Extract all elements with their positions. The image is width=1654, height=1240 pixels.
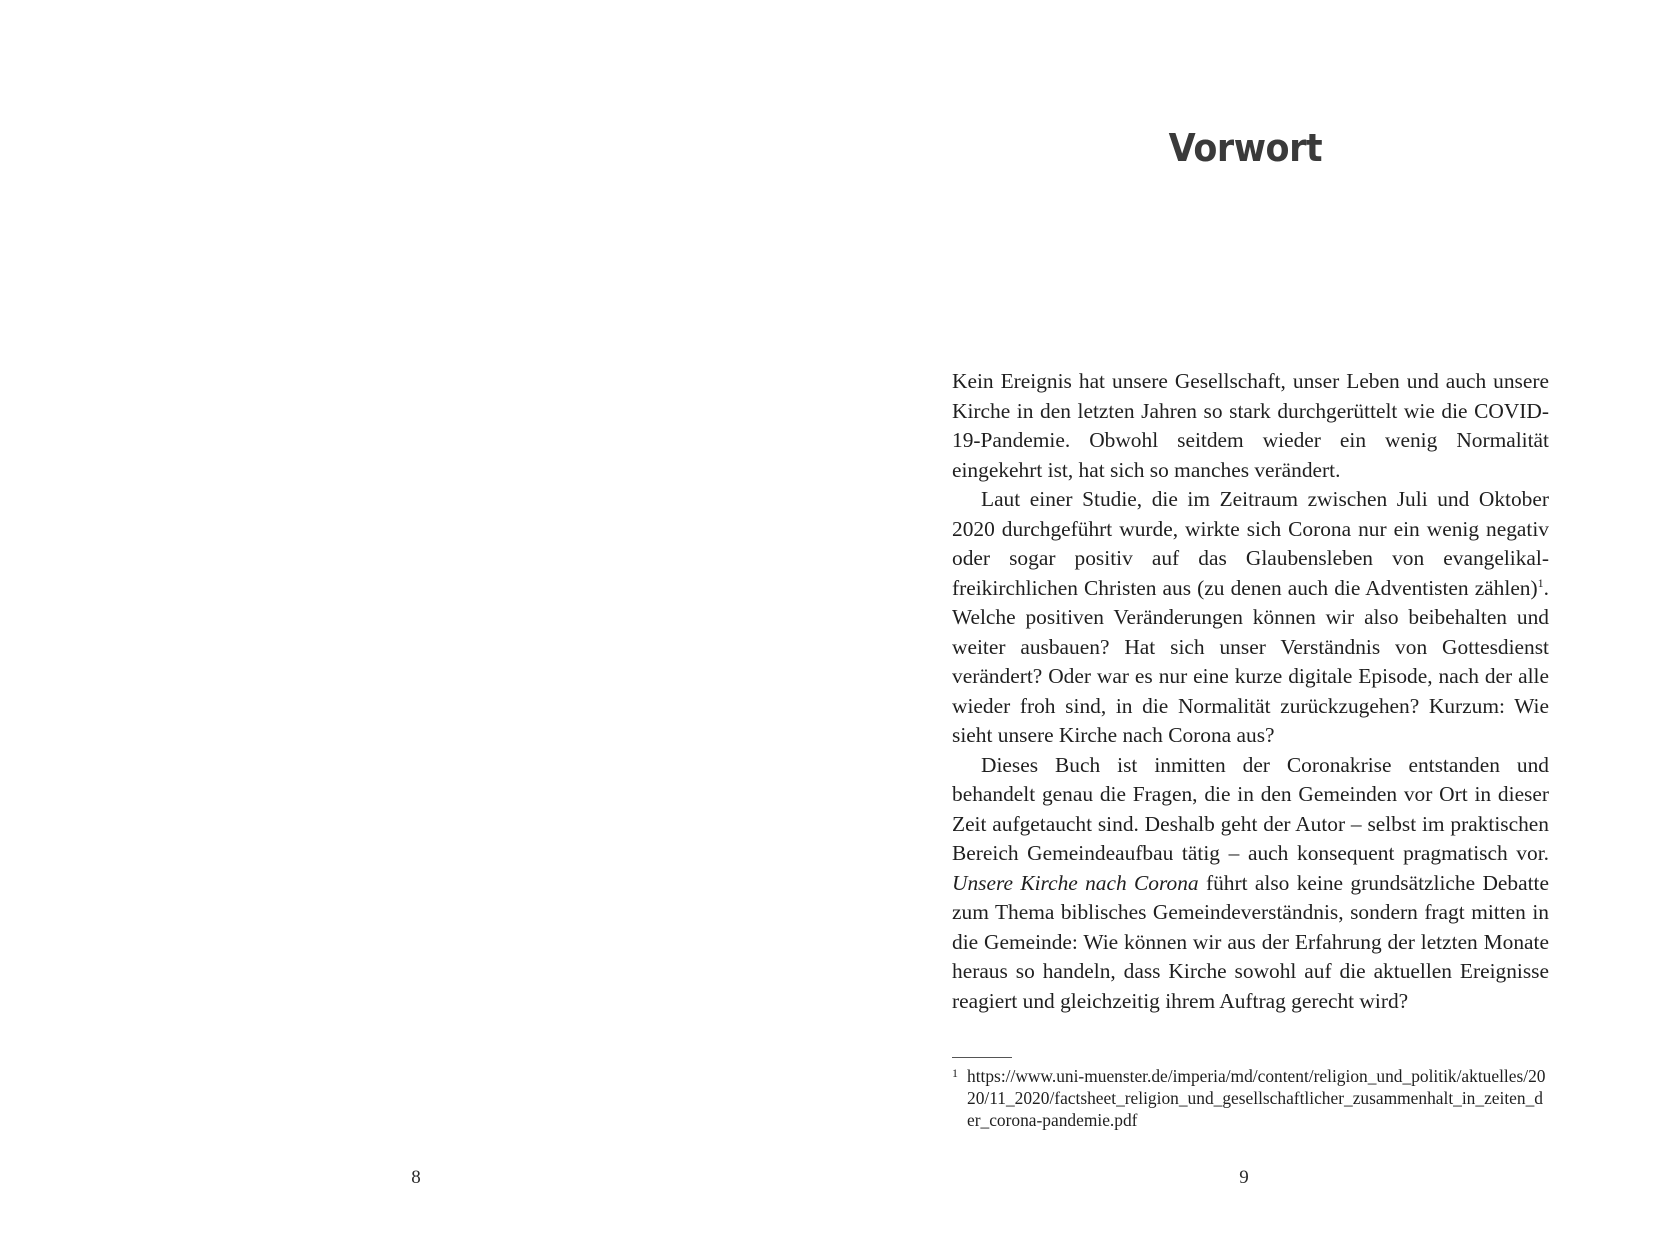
paragraph-3 [952,751,1549,1017]
chapter-title-text: Vorwort [1168,126,1323,170]
paragraph-1 [952,367,1549,485]
body-text [952,367,1549,1016]
book-title-italic: Unsere Kirche nach Corona [952,870,1199,895]
paragraph-2 [952,485,1549,751]
right-page [827,0,1654,1240]
footnote-reference[interactable]: 1 [1537,575,1544,590]
paragraph-1-text: Kein Ereignis hat unsere Gesellschaft, unser Leben und auch unsere Kirche in den letzten Jahren so stark durchgerüttelt wie die COVID-19-Pandemie. Obwohl seitdem wieder ein wenig Normalität eingekehrt ist, hat sich so manches verändert. [952,369,1549,482]
footnote-divider [952,1057,1012,1058]
footnote [952,1065,1549,1131]
paragraph-3-text-before: Dieses Buch ist inmitten der Coronakrise entstanden und behandelt genau die Fragen, die in den Gemeinden vor Ort in dieser Zeit aufgetaucht sind. Deshalb geht der Autor – selbst im praktischen Bereich Gemeindeaufbau tätig – auch konsequent pragmatisch vor. [952,752,1549,865]
page-number-right: 9 [1239,1167,1249,1188]
paragraph-2-text-before: Laut einer Studie, die im Zeitraum zwischen Juli und Oktober 2020 durchgeführt wurde, wirkte sich Corona nur ein wenig negativ oder sogar positiv auf das Glaubensleben von evangelikal-freikirchlichen Christen aus (zu denen auch die Adventisten zählen) [952,487,1549,600]
footnote-url[interactable]: https://www.uni-muenster.de/imperia/md/content/religion_und_politik/aktuelles/2020/11_2020/factsheet_religion_und_gesellschaftlicher_zusammenhalt_in_zeiten_der_corona-pandemie.pdf [967,1066,1546,1130]
page-number-left: 8 [411,1167,421,1188]
paragraph-3-text-after: führt also keine grundsätzliche Debatte zum Thema biblisches Gemeindeverständnis, sondern fragt mitten in die Gemeinde: Wie können wir aus der Erfahrung der letzten Monate heraus so handeln, dass Kirche sowohl auf die aktuellen Ereignisse reagiert und gleichzeitig ihrem Auftrag gerecht wird? [952,870,1549,1013]
footnote-number: 1 [952,1066,958,1080]
paragraph-2-text-after: . Welche positiven Veränderungen können wir also beibehalten und weiter ausbauen? Hat sich unser Verständnis von Gottesdienst verändert? Oder war es nur eine kurze digitale Episode, nach der alle wieder froh sind, in die Normalität zurückzugehen? Kurzum: Wie sieht unsere Kirche nach Corona aus? [952,575,1549,747]
chapter-title [827,126,1654,170]
